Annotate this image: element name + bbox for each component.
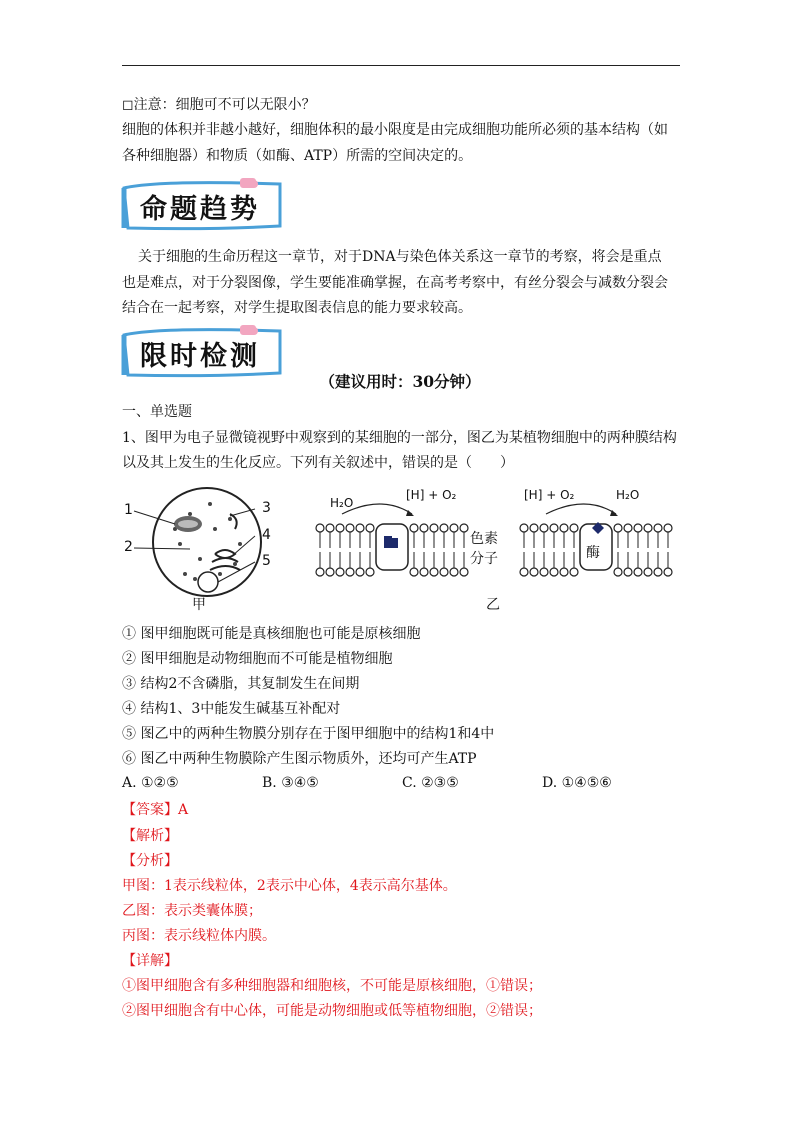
- h-o2-label: [H] + O₂: [406, 488, 457, 502]
- label-4: 4: [262, 527, 271, 543]
- note-text-1: 细胞的体积并非越小越好，细胞体积的最小限度是由完成细胞功能所必须的基本结构（如: [122, 122, 668, 138]
- note-heading: ◻注意：细胞可不可以无限小？: [122, 97, 316, 113]
- pigment-label: 色素: [470, 531, 498, 547]
- detail-1: ①图甲细胞含有多种细胞器和细胞核，不可能是原核细胞，①错误；: [122, 978, 542, 994]
- option-b: B. ③④⑤: [262, 775, 319, 791]
- note-text-2: 各种细胞器）和物质（如酶、ATP）所需的空间决定的。: [122, 148, 473, 164]
- trend-text-2: 也是难点，对于分裂图像，学生要能准确掌握，在高考考察中，有丝分裂会与减数分裂会: [122, 275, 668, 291]
- header-rule: [122, 65, 680, 66]
- statement-4: ④ 结构1、3中能发生碱基互补配对: [122, 701, 341, 717]
- section-title: 一、单选题: [122, 404, 192, 420]
- figure-yi-label: 乙: [486, 597, 500, 613]
- statement-6: ⑥ 图乙中两种生物膜除产生图示物质外，还均可产生ATP: [122, 751, 477, 767]
- trend-banner: [120, 178, 286, 230]
- analysis-tag: 【解析】: [122, 828, 178, 844]
- trend-heading: 命题趋势: [140, 194, 260, 225]
- statement-2: ② 图甲细胞是动物细胞而不可能是植物细胞: [122, 651, 393, 667]
- figure-jia-label: 甲: [192, 597, 206, 613]
- h2o-label: H₂O: [616, 488, 640, 502]
- test-heading: 限时检测: [140, 341, 260, 372]
- question-text-2: 以及其上发生的生化反应。下列有关叙述中，错误的是（ ）: [122, 455, 514, 471]
- enzyme-label: 酶: [586, 545, 600, 561]
- label-1: 1: [124, 502, 133, 518]
- fenxi-tag: 【分析】: [122, 853, 178, 869]
- analysis-yi: 乙图：表示类囊体膜；: [122, 903, 262, 919]
- detail-2: ②图甲细胞含有中心体，可能是动物细胞或低等植物细胞，②错误；: [122, 1003, 542, 1019]
- h-o2-label: [H] + O₂: [524, 488, 575, 502]
- molecule-label: 分子: [470, 551, 498, 567]
- trend-text-1: 关于细胞的生命历程这一章节，对于DNA与染色体关系这一章节的考察，将会是重点: [138, 249, 662, 265]
- figure-yi-membrane-1: [312, 486, 472, 581]
- statement-3: ③ 结构2不含磷脂，其复制发生在间期: [122, 676, 360, 692]
- statement-5: ⑤ 图乙中的两种生物膜分别存在于图甲细胞中的结构1和4中: [122, 726, 495, 742]
- analysis-bing: 丙图：表示线粒体内膜。: [122, 928, 276, 944]
- analysis-jia: 甲图：1表示线粒体，2表示中心体，4表示高尔基体。: [122, 878, 457, 894]
- h2o-label: H₂O: [330, 496, 354, 510]
- option-a: A. ①②⑤: [122, 775, 179, 791]
- trend-text-3: 结合在一起考察，对学生提取图表信息的能力要求较高。: [122, 300, 472, 316]
- suggested-time: （建议用时：30分钟）: [319, 372, 481, 391]
- option-d: D. ①④⑤⑥: [542, 775, 612, 791]
- statement-1: ① 图甲细胞既可能是真核细胞也可能是原核细胞: [122, 626, 421, 642]
- figure-yi-membrane-2: [516, 486, 676, 581]
- answer-line: 【答案】A: [122, 802, 189, 818]
- label-3: 3: [262, 500, 271, 516]
- detail-tag: 【详解】: [122, 953, 178, 969]
- label-5: 5: [262, 553, 271, 569]
- label-2: 2: [124, 539, 133, 555]
- question-text-1: 1、图甲为电子显微镜视野中观察到的某细胞的一部分，图乙为某植物细胞中的两种膜结构: [122, 430, 677, 446]
- option-c: C. ②③⑤: [402, 775, 459, 791]
